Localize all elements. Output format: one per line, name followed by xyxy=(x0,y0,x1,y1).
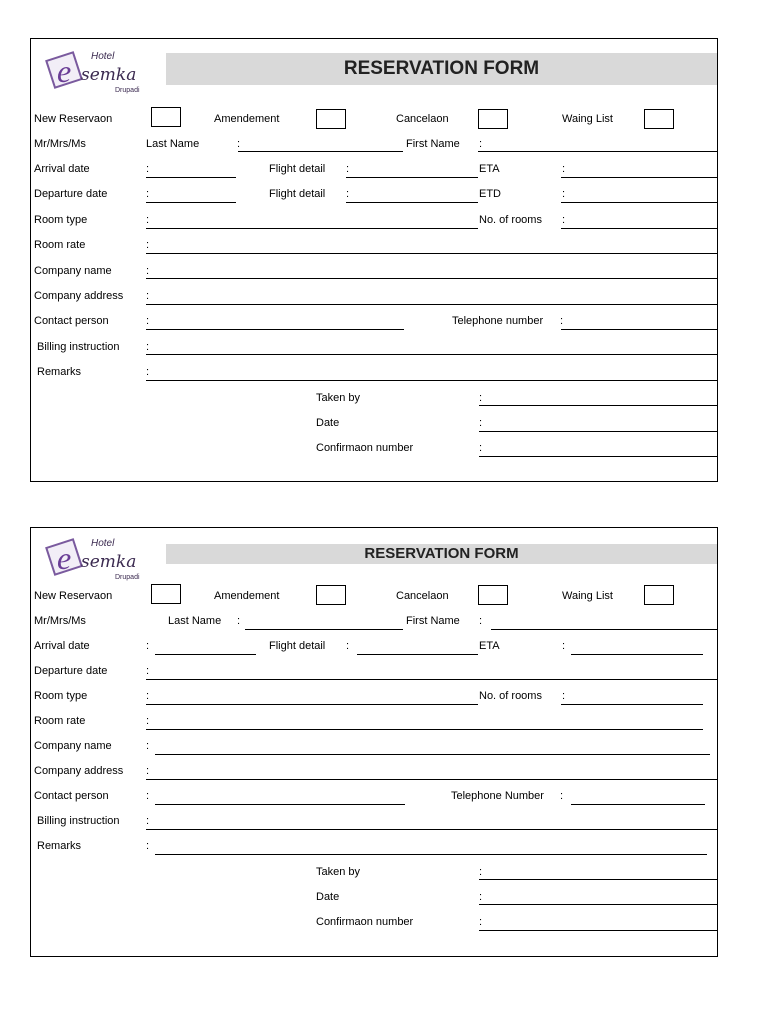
confirmation-number-field[interactable] xyxy=(479,456,717,457)
contact-person-label: Contact person xyxy=(34,315,109,327)
colon: : xyxy=(479,891,483,903)
flight-detail-label: Flight detail xyxy=(269,188,326,200)
amendement-label: Amendement xyxy=(214,113,280,125)
etd-label: ETD xyxy=(479,188,501,200)
colon: : xyxy=(146,366,150,378)
room-rate-label: Room rate xyxy=(34,239,86,251)
title-label: Mr/Mrs/Ms xyxy=(34,138,86,150)
last-name-field[interactable] xyxy=(245,629,403,630)
arrival-flight-field[interactable] xyxy=(357,654,478,655)
waiting-list-label: Waing List xyxy=(562,113,613,125)
amendement-checkbox[interactable] xyxy=(316,585,346,605)
arrival-date-label: Arrival date xyxy=(34,640,90,652)
colon: : xyxy=(479,392,483,404)
colon: : xyxy=(146,815,150,827)
telephone-number-label: Telephone Number xyxy=(451,790,544,802)
colon: : xyxy=(237,615,241,627)
flight-detail-label: Flight detail xyxy=(269,163,326,175)
first-name-field[interactable] xyxy=(478,151,717,152)
eta-field[interactable] xyxy=(571,654,703,655)
departure-date-label: Departure date xyxy=(34,188,108,200)
company-address-field[interactable] xyxy=(146,779,717,780)
logo-drupadi-text: Drupadi xyxy=(115,87,140,94)
colon: : xyxy=(479,615,483,627)
reservation-form-1 xyxy=(30,38,718,482)
company-name-field[interactable] xyxy=(146,278,717,279)
arrival-flight-field[interactable] xyxy=(346,177,478,178)
form-title: RESERVATION FORM xyxy=(166,53,717,85)
colon: : xyxy=(479,916,483,928)
cancelation-label: Cancelaon xyxy=(396,113,449,125)
no-of-rooms-field[interactable] xyxy=(561,704,703,705)
colon: : xyxy=(562,690,566,702)
no-of-rooms-label: No. of rooms xyxy=(479,214,542,226)
remarks-field[interactable] xyxy=(146,380,717,381)
billing-instruction-field[interactable] xyxy=(146,829,717,830)
date-field[interactable] xyxy=(479,904,717,905)
telephone-number-field[interactable] xyxy=(561,329,717,330)
colon: : xyxy=(146,265,150,277)
colon: : xyxy=(146,765,150,777)
amendement-label: Amendement xyxy=(214,590,280,602)
taken-by-label: Taken by xyxy=(316,392,361,404)
logo-e-letter: e xyxy=(57,540,72,576)
company-name-field[interactable] xyxy=(155,754,710,755)
colon: : xyxy=(146,290,150,302)
room-type-field[interactable] xyxy=(146,704,478,705)
logo-hotel-text: Hotel xyxy=(91,538,115,549)
flight-detail-label: Flight detail xyxy=(269,640,326,652)
colon: : xyxy=(146,188,150,200)
waiting-list-label: Waing List xyxy=(562,590,613,602)
billing-instruction-label: Billing instruction xyxy=(37,341,120,353)
new-reservation-checkbox[interactable] xyxy=(151,107,181,127)
colon: : xyxy=(346,188,350,200)
new-reservation-checkbox[interactable] xyxy=(151,584,181,604)
arrival-date-field[interactable] xyxy=(146,177,236,178)
colon: : xyxy=(562,163,566,175)
colon: : xyxy=(346,640,350,652)
billing-instruction-field[interactable] xyxy=(146,354,717,355)
colon: : xyxy=(146,740,150,752)
cancelation-label: Cancelaon xyxy=(396,590,449,602)
company-name-label: Company name xyxy=(34,265,112,277)
company-address-label: Company address xyxy=(34,765,124,777)
billing-instruction-label: Billing instruction xyxy=(37,815,120,827)
form-title: RESERVATION FORM xyxy=(166,544,717,564)
remarks-field[interactable] xyxy=(155,854,707,855)
date-label: Date xyxy=(316,891,340,903)
logo-e-letter: e xyxy=(57,53,72,89)
room-type-label: Room type xyxy=(34,690,88,702)
last-name-label: Last Name xyxy=(146,138,200,150)
colon: : xyxy=(146,840,150,852)
date-label: Date xyxy=(316,417,340,429)
arrival-date-field[interactable] xyxy=(155,654,256,655)
contact-person-label: Contact person xyxy=(34,790,109,802)
company-address-field[interactable] xyxy=(146,304,717,305)
etd-field[interactable] xyxy=(561,202,717,203)
colon: : xyxy=(146,665,150,677)
waiting-list-checkbox[interactable] xyxy=(644,585,674,605)
confirmation-number-field[interactable] xyxy=(479,930,717,931)
company-address-label: Company address xyxy=(34,290,124,302)
logo-hotel-text: Hotel xyxy=(91,51,115,62)
room-rate-label: Room rate xyxy=(34,715,86,727)
eta-label: ETA xyxy=(479,163,500,175)
new-reservation-label: New Reservaon xyxy=(34,590,113,602)
remarks-label: Remarks xyxy=(37,840,82,852)
room-type-label: Room type xyxy=(34,214,88,226)
reservation-form-2 xyxy=(30,527,718,957)
colon: : xyxy=(237,138,241,150)
telephone-number-label: Telephone number xyxy=(452,315,544,327)
colon: : xyxy=(479,866,483,878)
last-name-label: Last Name xyxy=(168,615,222,627)
colon: : xyxy=(146,239,150,251)
hotel-logo xyxy=(43,49,163,99)
logo-semka-text: semka xyxy=(81,552,137,572)
company-name-label: Company name xyxy=(34,740,112,752)
taken-by-label: Taken by xyxy=(316,866,361,878)
departure-flight-field[interactable] xyxy=(346,202,478,203)
room-type-field[interactable] xyxy=(146,228,478,229)
colon: : xyxy=(479,417,483,429)
colon: : xyxy=(146,315,150,327)
colon: : xyxy=(146,715,150,727)
colon: : xyxy=(146,790,150,802)
eta-field[interactable] xyxy=(561,177,717,178)
confirmation-number-label: Confirmaon number xyxy=(316,916,414,928)
departure-date-label: Departure date xyxy=(34,665,108,677)
colon: : xyxy=(146,163,150,175)
first-name-label: First Name xyxy=(406,138,460,150)
colon: : xyxy=(146,341,150,353)
colon: : xyxy=(479,138,483,150)
colon: : xyxy=(479,442,483,454)
taken-by-field[interactable] xyxy=(479,405,717,406)
cancelation-checkbox[interactable] xyxy=(478,109,508,129)
cancelation-checkbox[interactable] xyxy=(478,585,508,605)
first-name-field[interactable] xyxy=(491,629,717,630)
eta-label: ETA xyxy=(479,640,500,652)
date-field[interactable] xyxy=(479,431,717,432)
no-of-rooms-label: No. of rooms xyxy=(479,690,542,702)
colon: : xyxy=(562,188,566,200)
logo-semka-text: semka xyxy=(81,65,137,85)
amendement-checkbox[interactable] xyxy=(316,109,346,129)
taken-by-field[interactable] xyxy=(479,879,717,880)
room-rate-field[interactable] xyxy=(146,729,703,730)
colon: : xyxy=(146,690,150,702)
contact-person-field[interactable] xyxy=(155,804,405,805)
departure-date-field[interactable] xyxy=(146,679,717,680)
colon: : xyxy=(146,640,150,652)
logo-drupadi-text: Drupadi xyxy=(115,574,140,581)
colon: : xyxy=(346,163,350,175)
confirmation-number-label: Confirmaon number xyxy=(316,442,414,454)
first-name-label: First Name xyxy=(406,615,460,627)
contact-person-field[interactable] xyxy=(146,329,404,330)
title-label: Mr/Mrs/Ms xyxy=(34,615,86,627)
colon: : xyxy=(560,315,564,327)
colon: : xyxy=(560,790,564,802)
telephone-number-field[interactable] xyxy=(571,804,705,805)
colon: : xyxy=(562,214,566,226)
new-reservation-label: New Reservaon xyxy=(34,113,113,125)
colon: : xyxy=(146,214,150,226)
last-name-field[interactable] xyxy=(238,151,403,152)
remarks-label: Remarks xyxy=(37,366,82,378)
arrival-date-label: Arrival date xyxy=(34,163,90,175)
room-rate-field[interactable] xyxy=(146,253,717,254)
departure-date-field[interactable] xyxy=(146,202,236,203)
colon: : xyxy=(562,640,566,652)
hotel-logo xyxy=(43,536,163,586)
no-of-rooms-field[interactable] xyxy=(561,228,717,229)
waiting-list-checkbox[interactable] xyxy=(644,109,674,129)
